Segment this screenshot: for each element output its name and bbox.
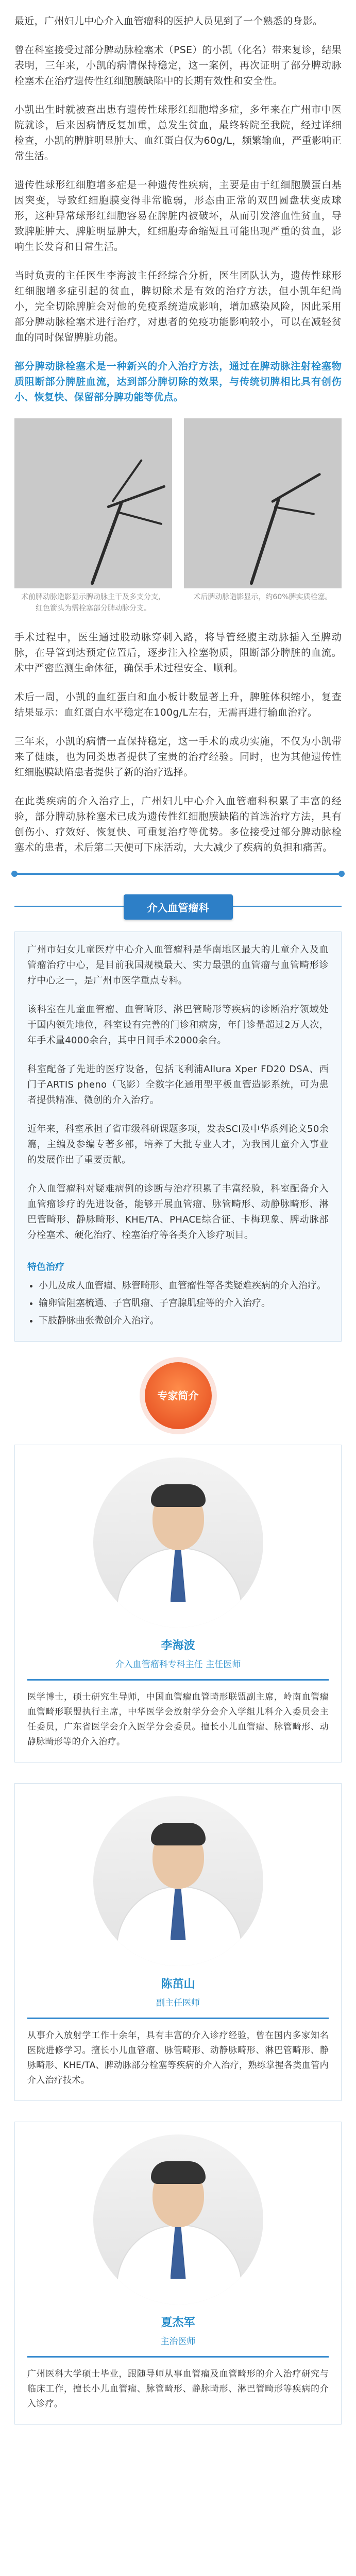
feature-item: • 输卵管阻塞梳通、子宫肌瘤、子宫腺肌症等的介入治疗。: [39, 1296, 329, 1311]
pre-op-caption: 术前脾动脉造影显示脾动脉主干及多支分支，红色箭头为需栓塞部分脾动脉分支。: [21, 593, 165, 613]
dept-para-1: 广州市妇女儿童医疗中心介入血管瘤科是华南地区最大的儿童介入及血管瘤治疗中心，是目前我国规模最大、实力最强的血管瘤与血管畸形诊疗中心之一，是广州市医学重点专科。: [27, 944, 329, 986]
expert-card-3: [14, 2122, 342, 2425]
expert-name: 李海波: [161, 1639, 195, 1652]
avatar: [93, 1796, 263, 1966]
dept-title: 介入血管瘤科: [124, 894, 233, 920]
expert-name: 陈茁山: [161, 1978, 195, 1991]
avatar: [93, 2134, 263, 2304]
post-op-image: [184, 418, 342, 614]
mid-para-1: 手术过程中，医生通过股动脉穿刺入路，将导管经腹主动脉插入至脾动脉，在导管到达预定位置后，逐步注入栓塞物质，阻断部分脾脏的血流。术中严密监测生命体征，确保手术过程安全、顺利。: [14, 632, 342, 674]
expert-bio: 广州医科大学硕士毕业，跟随导师从事血管瘤及血管畸形的介入治疗研究与临床工作，擅长小儿血管瘤、脉管畸形、静脉畸形、淋巴管畸形等疾病的介入诊疗。: [27, 2369, 329, 2409]
intro-para-5: 当时负责的主任医生李海波主任经综合分析，医生团队认为，遗传性球形红细胞增多症引起的贫血，脾切除术是有效的治疗方法，但小凯年纪尚小，完全切除脾脏会对他的免疫系统造成影响，增加感染风险，因此采用部分脾动脉栓塞术进行治疗，对患者的免疫功能影响较小，可以在减轻贫血的同时保留脾脏功能。: [14, 270, 342, 343]
intro-section: [0, 13, 356, 405]
intro-para-3: 小凯出生时就被查出患有遗传性球形红细胞增多症，多年来在广州市中医院就诊，后来因病情反复加重，总发生贫血，最终转院至我院，经过详细检查，小凯的脾脏明显肿大、血红蛋白仅为60g/L，频繁输血，严重影响正常生活。: [14, 104, 342, 162]
intro-para-1: 最近，广州妇儿中心介入血管瘤科的医护人员见到了一个熟悉的身影。: [14, 15, 323, 27]
angiogram-after: [184, 418, 342, 588]
expert-name: 夏杰军: [161, 2316, 195, 2329]
expert-title: 主治医师: [160, 2336, 196, 2347]
feature-item: • 小儿及成人血管瘤、脉管畸形、血管瘤性等各类疑难疾病的介入治疗。: [39, 1278, 329, 1294]
post-op-caption: 术后脾动脉造影显示，约60%脾实质栓塞。: [193, 593, 332, 601]
dept-intro-panel: [14, 931, 342, 1342]
expert-bio: 医学博士，硕士研究生导师，中国血管瘤血管畸形联盟副主席，岭南血管瘤血管畸形联盟执行主席，中华医学会放射学分会介入学组儿科介入委员会主任委员，广东省医学会介入医学分会委员。擅长小儿血管瘤、脉管畸形、动静脉畸形等的介入治疗。: [27, 1692, 329, 1747]
dept-title-bar: [0, 890, 356, 921]
avatar: [93, 1458, 263, 1628]
feature-list: [27, 1278, 329, 1329]
dept-para-3: 科室配备了先进的医疗设备，包括飞利浦Allura Xper FD20 DSA、西门子ARTIS pheno（飞影）全数字化通用型平板血管造影系统，可为患者提供精准、微创的介入治疗。: [27, 1064, 329, 1106]
dept-para-5: 介入血管瘤科对疑难病例的诊断与治疗积累了丰富经验，科室配备介入血管瘤诊疗的先进设备，能够开展血管瘤、脉管畸形、动静脉畸形、淋巴管畸形、静脉畸形、KHE/TA、PHACE综合征、卡梅现象、脾动脉部分栓塞术、硬化治疗、栓塞治疗等各类介入诊疗项目。: [27, 1183, 329, 1241]
pre-op-image: [14, 418, 172, 614]
expert-title: 副主任医师: [156, 1998, 200, 2008]
angiography-images: [0, 418, 356, 614]
procedure-section: [0, 630, 356, 855]
expert-card-1: [14, 1445, 342, 1762]
mid-para-3: 三年来，小凯的病情一直保持稳定，这一手术的成功实施，不仅为小凯带来了健康，也为同类患者提供了宝贵的治疗经验。同时，也为其他遗传性红细胞膜缺陷患者提供了新的治疗选择。: [14, 736, 342, 778]
intro-para-2: 曾在科室接受过部分脾动脉栓塞术（PSE）的小凯（化名）带来复诊，结果表明，三年来，小凯的病情保持稳定，这一案例，再次证明了部分脾动脉栓塞术在治疗遗传性红细胞膜缺陷中的长期有效性和安全性。: [14, 44, 342, 87]
dept-para-2: 该科室在儿童血管瘤、血管畸形、淋巴管畸形等疾病的诊断治疗领域处于国内领先地位，科室设有完善的门诊和病房，年门诊量超过2万人次，年手术量4000余台，其中日间手术2000余台。: [27, 1004, 329, 1046]
expert-card-2: [14, 1783, 342, 2101]
feature-item: • 下肢静脉曲张微创介入治疗。: [39, 1313, 329, 1329]
mid-para-2: 术后一周，小凯的血红蛋白和血小板计数显著上升，脾脏体积缩小，复查结果显示：血红蛋白水平稳定在100g/L左右，无需再进行输血治疗。: [14, 691, 342, 718]
feature-title: 特色治疗: [27, 1262, 64, 1273]
angiogram-before: [14, 418, 172, 588]
intro-para-4: 遗传性球形红细胞增多症是一种遗传性疾病，主要是由于红细胞膜蛋白基因突变，导致红细胞膜变得非常脆弱，形态由正常的双凹圆盘状变成球形，这种异常球形红细胞容易在脾脏内被破坏，从而引发溶血性贫血，导致脾脏肿大、脾脏明显肿大，红细胞寿命缩短且可能出现严重的贫血，影响生长发育和日常生活。: [14, 179, 342, 252]
experts-badge-wrap: [0, 1362, 356, 1429]
expert-title: 介入血管瘤科专科主任 主任医师: [115, 1659, 241, 1670]
intro-para-6: 部分脾动脉栓塞术是一种新兴的介入治疗方法，通过在脾动脉注射栓塞物质阻断部分脾脏血流，达到部分脾切除的效果，与传统切脾相比具有创伤小、恢复快、保留部分脾功能等优点。: [14, 361, 342, 403]
section-divider: [14, 873, 342, 875]
mid-para-4: 在此类疾病的介入治疗上，广州妇儿中心介入血管瘤科积累了丰富的经验，部分脾动脉栓塞术已成为遗传性红细胞膜缺陷的首选治疗方法，具有创伤小、疗效好、恢复快、可重复治疗等优势。多位接受过部分脾动脉栓塞术的患者，术后第二天便可下床活动，大大减少了疾病的负担和痛苦。: [14, 795, 342, 853]
experts-badge: 专家简介: [145, 1362, 212, 1429]
expert-bio: 从事介入放射学工作十余年，具有丰富的介入诊疗经验，曾在国内多家知名医院进修学习。擅长小儿血管瘤、脉管畸形、动静脉畸形、淋巴管畸形、静脉畸形、KHE/TA、脾动脉部分栓塞等疾病的介入治疗，熟练掌握各类血管内介入治疗技术。: [27, 2030, 329, 2086]
dept-para-4: 近年来，科室承担了省市级科研课题多项，发表SCI及中华系列论文50余篇，主编及参编专著多部，培养了大批专业人才，为我国儿童介入事业的发展作出了重要贡献。: [27, 1124, 329, 1165]
